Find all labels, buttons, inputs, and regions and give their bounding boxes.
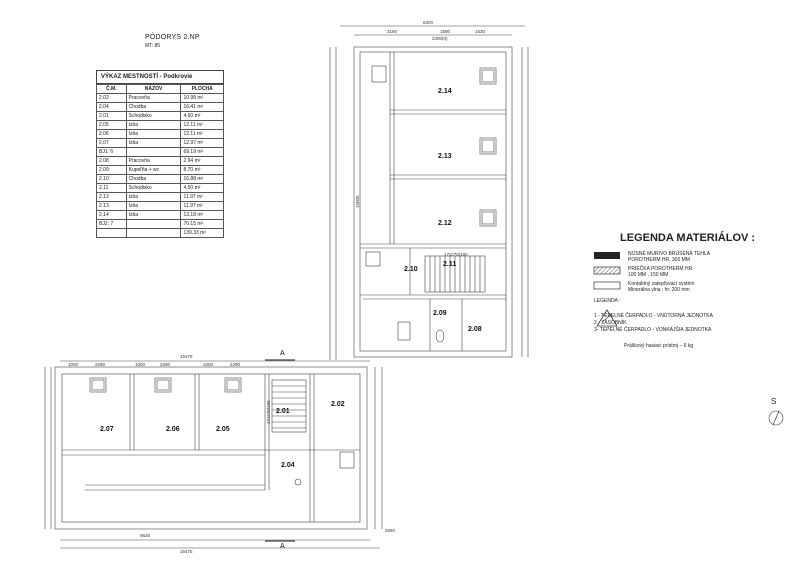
dim-lower-right: 2650 [385,528,396,533]
table-cell: 4.60 m² [181,112,224,121]
table-cell: Izba [126,121,181,130]
lower-wing-outer-wall [55,367,367,529]
table-cell: 8.70 m² [181,166,224,175]
room-label-2.12: 2.12 [438,220,452,227]
table-cell: 2.12 [97,193,127,202]
table-cell: Kupeľňa + wc [126,166,181,175]
table-cell: 12.11 m² [181,130,224,139]
room-label-2.05: 2.05 [216,426,230,433]
legend-item: 3- TEPELNÉ ČERPADLO - VONKAJŠIA JEDNOTKA [594,327,712,333]
table-cell: 11.97 m² [181,202,224,211]
section-mark-top: A [280,350,285,357]
table-cell: 11.97 m² [181,193,224,202]
legend-extinguisher: Práškový hasiaci prístroj – 6 kg [624,343,694,349]
table-cell: Pracovňa [126,94,181,103]
table-cell: 2.11 [97,184,127,193]
legend-item: 1 - TEPELNÉ ČERPADLO - VNÚTORNÁ JEDNOTKA [594,313,713,319]
upper-wing-inner-wall [360,52,506,351]
dim-top-segment: 1530 [475,29,486,34]
table-cell: 2.09 [97,166,127,175]
room-label-2.02: 2.02 [331,401,345,408]
stairs-dimension: 17x270/180 [266,400,271,424]
dim-bottom-segment: 2290 [160,362,171,367]
table-cell: 2.01 [97,112,127,121]
table-cell: Schodisko [126,184,181,193]
section-mark-bottom: A [280,543,285,550]
legend-material-2: PRIEČKA POROTHERM HR. 100 MM , 150 MM [628,266,694,278]
stairs-dimension: 17x270/180 [444,252,468,257]
room-label-2.13: 2.13 [438,153,452,160]
room-label-2.04: 2.04 [281,462,295,469]
table-cell: 2.13 [97,202,127,211]
legend-material-3: Kontaktný zatepľovací systém Minerálna vlna ; hr. 200 mm [628,281,695,293]
room-label-2.08: 2.08 [468,326,482,333]
swatch-load-bearing-wall [594,252,620,259]
table-cell: 2.14 [97,211,127,220]
dim-bottom-segment: 1000 [68,362,79,367]
lower-staircase [272,380,306,432]
room-schedule-heading: VÝKAZ MESTNOSTÍ - Podkrovie [96,70,224,84]
swatch-partition [594,267,620,274]
table-cell: Izba [126,202,181,211]
table-cell: Izba [126,211,181,220]
lower-wing-inner-wall [62,374,360,522]
dim-top-sub: 2300(0) [432,36,448,41]
swatch-insulation [594,282,620,289]
dim-lower-bottom: 9625 [140,533,151,538]
table-cell: Izba [126,139,181,148]
table-cell: BJ1: 6 [97,148,127,157]
dim-bottom-segment: 2290 [95,362,106,367]
table-cell: Chodba [126,175,181,184]
table-cell: 2.10 [97,175,127,184]
north-label: S [771,397,777,406]
room-label-2.14: 2.14 [438,88,452,95]
table-cell: 4.50 m² [181,184,224,193]
column-header: NÁZOV [126,85,181,94]
table-cell: Izba [126,193,181,202]
table-cell: 2.06 [97,130,127,139]
table-cell: 10.98 m² [181,94,224,103]
table-cell: Pracovňa [126,157,181,166]
table-cell: BJ2: 7 [97,220,127,229]
legend-item: 2 - ZÁSOBNÍK [594,320,627,326]
room-label-2.11: 2.11 [443,261,457,268]
dim-top-segment: 1590 [440,29,451,34]
dim-bottom-segment: 2290 [230,362,241,367]
table-cell: Izba [126,130,181,139]
table-cell: 16.41 m² [181,103,224,112]
room-label-2.06: 2.06 [166,426,180,433]
dim-bottom-total: 15475 [180,354,193,359]
table-cell: 70.15 m² [181,220,224,229]
table-cell: 12.97 m² [181,139,224,148]
plan-scale: MT: 85 [145,43,161,49]
dim-bottom-total-lower: 15475 [180,549,193,554]
room-label-2.09: 2.09 [433,310,447,317]
table-cell: 13.18 m² [181,211,224,220]
dim-bottom-segment: 1000 [203,362,214,367]
room-label-2.10: 2.10 [404,266,418,273]
dim-top-total: 6300 [423,20,434,25]
table-cell: Schodisko [126,112,181,121]
table-cell: 12.11 m² [181,121,224,130]
table-cell: 2.08 [97,157,127,166]
dim-bottom-segment: 1000 [135,362,146,367]
table-cell: 2.02 [97,94,127,103]
table-cell: 2.04 [97,103,127,112]
table-cell: 16.88 m² [181,175,224,184]
table-cell: 2.07 [97,139,127,148]
legend-material-1: NOSNÉ MURIVO BRÚSENÁ TEHLA POROTHERM HR. 300 MM [628,251,711,263]
room-label-2.01: 2.01 [276,408,290,415]
table-cell: 139.33 m² [181,229,224,238]
table-cell: 2.05 [97,121,127,130]
plan-title: PÔDORYS 2.NP [145,34,200,41]
room-label-2.07: 2.07 [100,426,114,433]
column-header: Č.M. [97,85,127,94]
legend-title: LEGENDA MATERIÁLOV : [620,232,756,244]
column-header: PLOCHA [181,85,224,94]
table-cell: 69.19 m² [181,148,224,157]
legend-subtitle: LEGENDA : [594,298,621,304]
table-cell: Chodba [126,103,181,112]
table-cell: 2.94 m² [181,157,224,166]
dim-top-segment: 3180 [387,29,398,34]
dim-left-vertical: 15000 [355,195,360,208]
